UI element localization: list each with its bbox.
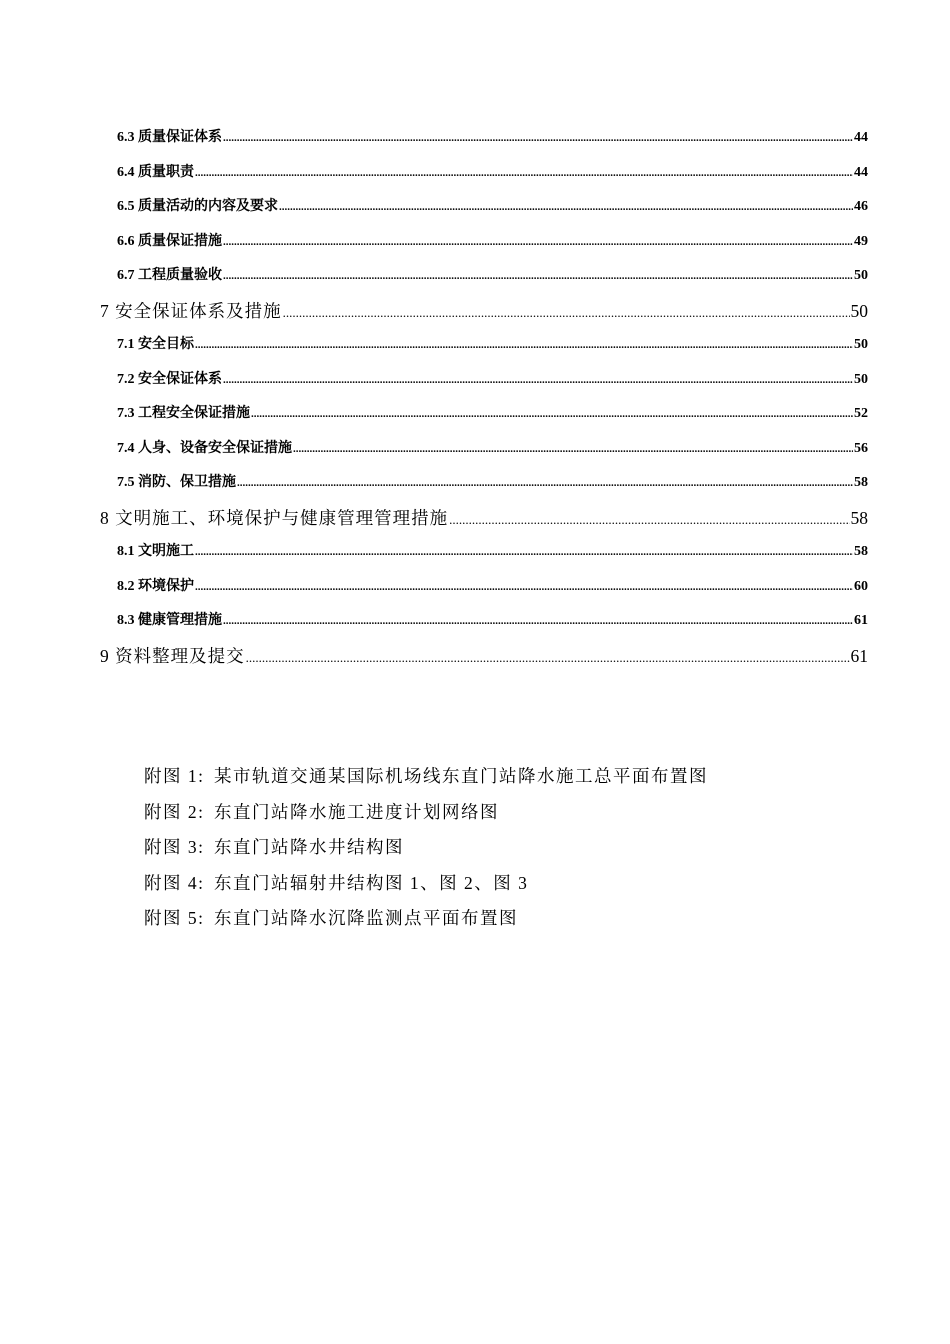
toc-dot-leader: [223, 607, 853, 635]
toc-entry-page: 46: [854, 199, 868, 214]
toc-entry-title: 7.5 消防、保卫措施: [117, 475, 236, 490]
toc-dot-leader: [293, 435, 853, 463]
toc-entry-title: 7 安全保证体系及措施: [100, 300, 282, 321]
toc-entry-6-5[interactable]: [100, 193, 868, 228]
appendix-text: 东直门站降水沉降监测点平面布置图: [214, 908, 518, 928]
toc-entry-title: 7.2 安全保证体系: [117, 371, 222, 387]
toc-entry-7-3[interactable]: [100, 400, 868, 435]
toc-entry-title: 8 文明施工、环境保护与健康管理管理措施: [100, 507, 449, 528]
toc-dot-leader: [223, 366, 853, 394]
toc-dot-leader: [223, 124, 853, 152]
toc-entry-8[interactable]: [100, 504, 868, 539]
toc-dot-leader: [251, 400, 853, 428]
toc-entry-title: 6.6 质量保证措施: [117, 233, 222, 249]
toc-entry-7-1[interactable]: [100, 331, 868, 366]
toc-entry-page: 60: [854, 578, 868, 594]
toc-entry-page: 58: [854, 475, 868, 490]
toc-entry-page: 50: [850, 300, 868, 321]
toc-dot-leader: [195, 538, 853, 566]
toc-entry-8-3[interactable]: [100, 607, 868, 642]
toc-entry-6-4[interactable]: [100, 159, 868, 194]
appendix-label: 附图 3:: [144, 837, 205, 857]
toc-entry-8-2[interactable]: [100, 573, 868, 608]
toc-entry-page: 50: [854, 337, 868, 352]
appendix-item: [144, 868, 844, 904]
toc-entry-7[interactable]: [100, 297, 868, 332]
appendix-item: [144, 761, 844, 797]
toc-entry-7-2[interactable]: [100, 366, 868, 401]
toc-entry-6-3[interactable]: [100, 124, 868, 159]
toc-dot-leader: [237, 469, 853, 497]
toc-entry-title: 8.2 环境保护: [117, 578, 194, 594]
toc-entry-title: 6.3 质量保证体系: [117, 130, 222, 145]
toc-entry-page: 44: [854, 164, 868, 180]
toc-entry-page: 56: [854, 440, 868, 456]
appendix-item: [144, 797, 844, 833]
toc-entry-7-5[interactable]: [100, 469, 868, 504]
toc-dot-leader: [449, 504, 849, 534]
toc-entry-title: 8.3 健康管理措施: [117, 613, 222, 628]
toc-entry-page: 58: [854, 544, 868, 559]
toc-dot-leader: [223, 262, 853, 290]
appendix-item: [144, 832, 844, 868]
toc-entry-page: 50: [854, 268, 868, 283]
toc-entry-title: 8.1 文明施工: [117, 544, 194, 559]
toc-entry-title: 7.1 安全目标: [117, 337, 194, 352]
toc-dot-leader: [195, 159, 853, 187]
toc-entry-page: 44: [854, 130, 868, 145]
toc-dot-leader: [195, 573, 853, 601]
toc-entry-6-6[interactable]: [100, 228, 868, 263]
toc-entry-title: 6.4 质量职责: [117, 164, 194, 180]
appendix-label: 附图 4:: [144, 872, 205, 893]
toc-entry-title: 9 资料整理及提交: [100, 645, 245, 666]
appendix-label: 附图 5:: [144, 908, 205, 928]
toc-entry-page: 58: [850, 507, 868, 528]
toc-entry-page: 50: [854, 371, 868, 387]
toc-entry-title: 6.5 质量活动的内容及要求: [117, 199, 278, 214]
toc-dot-leader: [283, 297, 850, 327]
toc-entry-7-4[interactable]: [100, 435, 868, 470]
toc-entry-8-1[interactable]: [100, 538, 868, 573]
toc-entry-title: 6.7 工程质量验收: [117, 268, 222, 283]
appendix-text: 某市轨道交通某国际机场线东直门站降水施工总平面布置图: [214, 766, 708, 786]
appendix-text: 东直门站降水施工进度计划网络图: [214, 801, 499, 822]
appendix-label: 附图 1:: [144, 766, 205, 786]
appendix-text: 东直门站辐射井结构图 1、图 2、图 3: [214, 872, 529, 893]
toc-entry-title: 7.4 人身、设备安全保证措施: [117, 440, 292, 456]
toc-dot-leader: [223, 228, 853, 256]
table-of-contents: [100, 124, 868, 676]
toc-dot-leader: [279, 193, 853, 221]
toc-entry-page: 61: [854, 613, 868, 628]
toc-dot-leader: [246, 642, 850, 672]
appendix-figure-list: [144, 761, 844, 939]
toc-entry-page: 61: [850, 645, 868, 666]
toc-entry-page: 49: [854, 233, 868, 249]
toc-entry-9[interactable]: [100, 642, 868, 677]
toc-entry-6-7[interactable]: [100, 262, 868, 297]
toc-entry-page: 52: [854, 406, 868, 421]
toc-dot-leader: [195, 331, 853, 359]
appendix-text: 东直门站降水井结构图: [214, 837, 404, 857]
appendix-item: [144, 903, 844, 939]
appendix-label: 附图 2:: [144, 801, 205, 822]
toc-entry-title: 7.3 工程安全保证措施: [117, 406, 250, 421]
